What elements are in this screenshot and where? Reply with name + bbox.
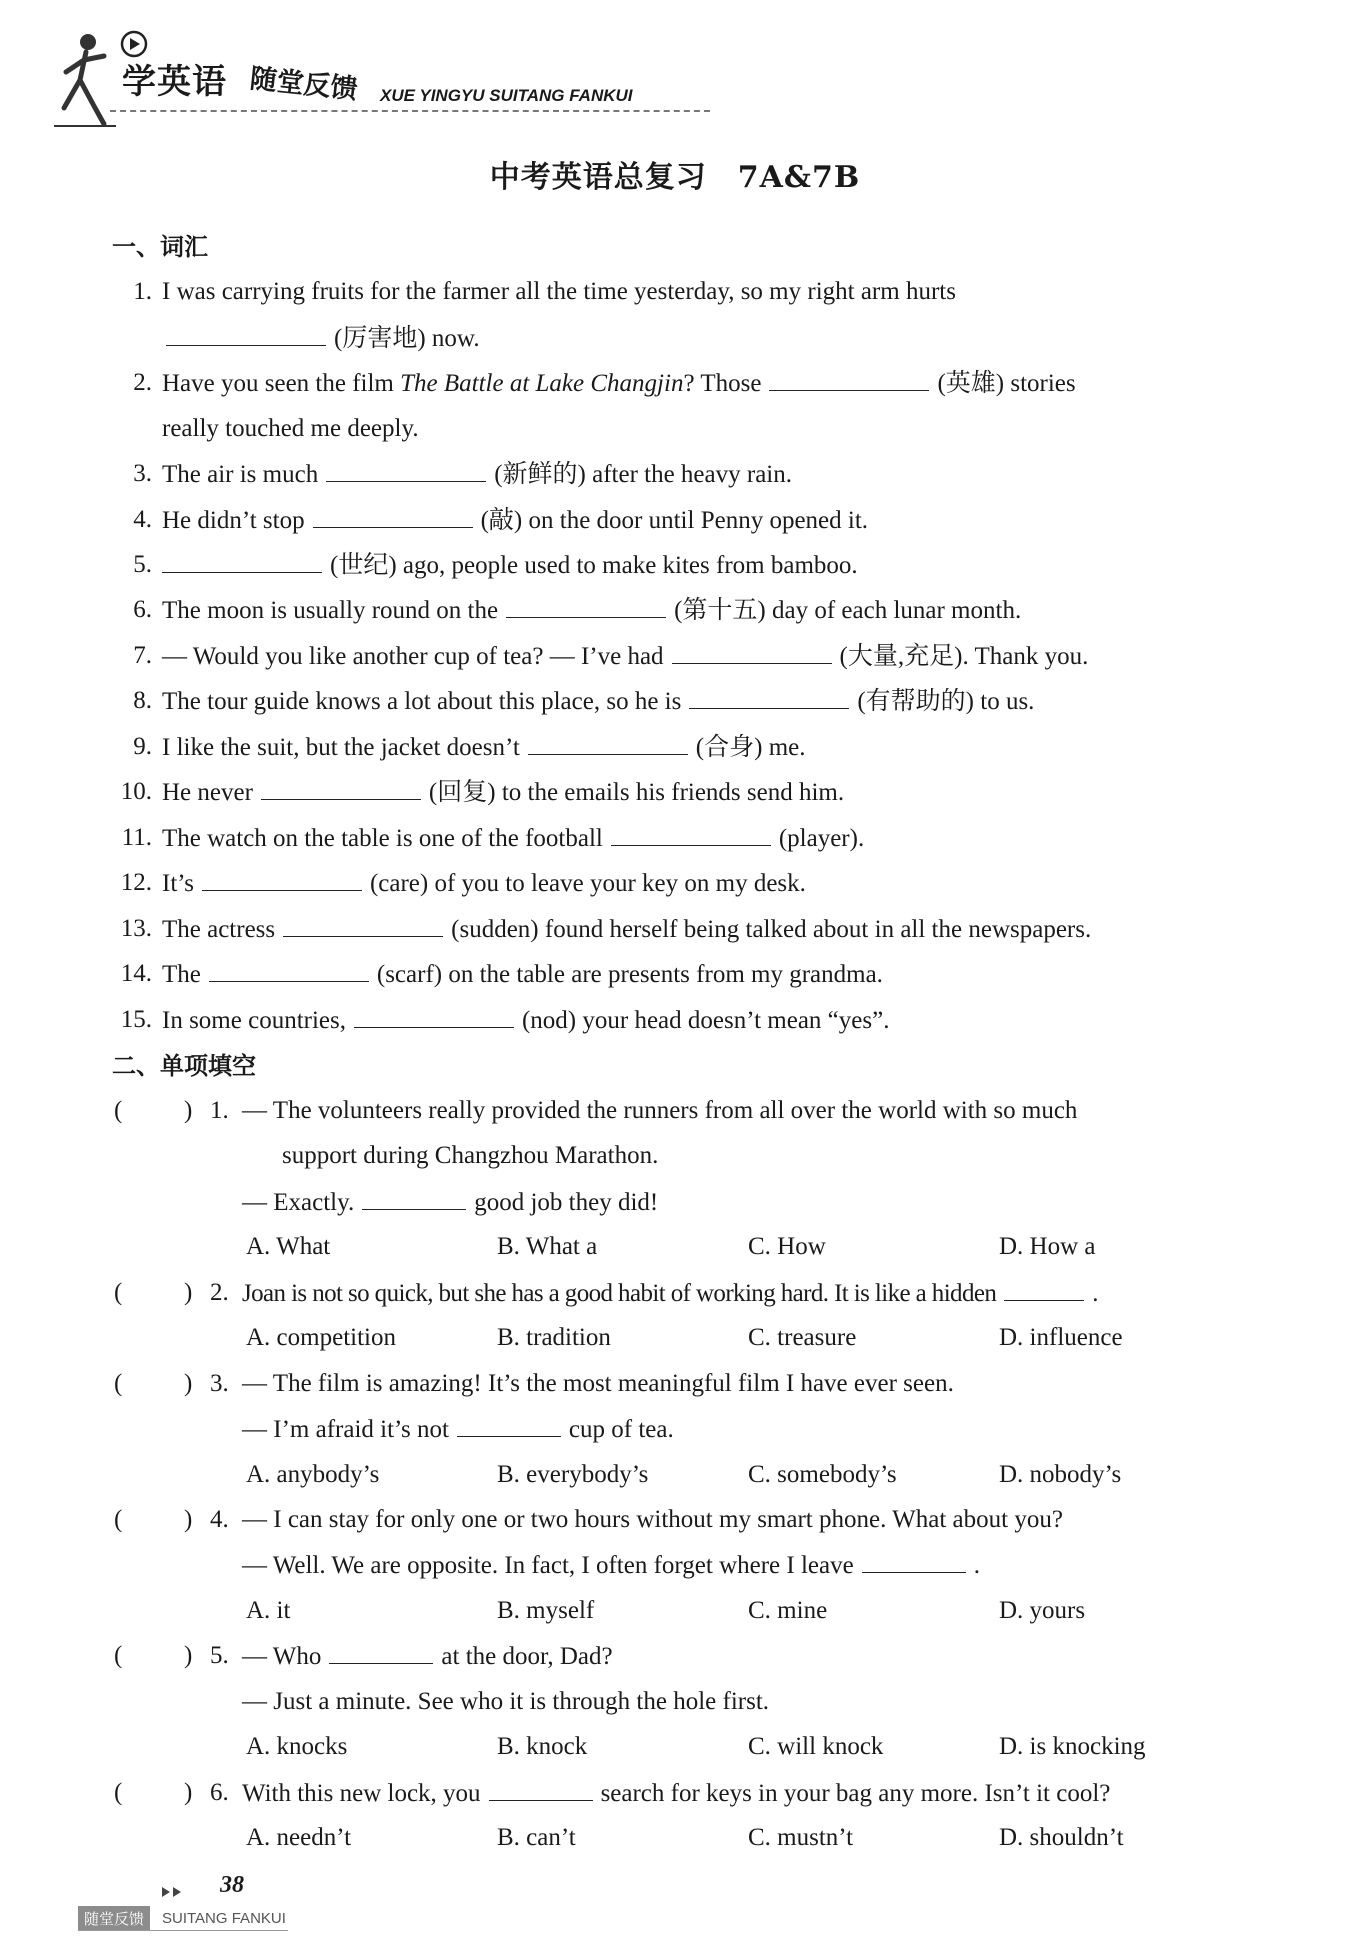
- option-b[interactable]: B. myself: [497, 1597, 595, 1624]
- answer-blank[interactable]: [362, 1187, 466, 1210]
- question-number: 8.: [133, 687, 152, 714]
- question-text: cup of tea.: [568, 1416, 674, 1443]
- footer-badge: 随堂反馈: [78, 1906, 150, 1931]
- option-b[interactable]: B. What a: [497, 1233, 598, 1260]
- option-d[interactable]: D. How a: [999, 1233, 1096, 1260]
- question-text: — Just a minute. See who it is through the hole first.: [242, 1688, 770, 1715]
- question-number: 9.: [133, 733, 152, 760]
- option-a[interactable]: A. knocks: [246, 1733, 348, 1760]
- question-text: He never: [162, 779, 253, 806]
- header-banner: [50, 18, 690, 128]
- answer-blank[interactable]: [611, 823, 771, 846]
- option-c[interactable]: C. How: [748, 1233, 826, 1260]
- question-hint: (scarf) on the table are presents from my grandma.: [376, 961, 883, 988]
- question-text: With this new lock, you: [242, 1780, 481, 1807]
- question-number: 10.: [120, 778, 152, 805]
- question-text: — I’m afraid it’s not: [242, 1416, 449, 1443]
- question-text: .: [1092, 1280, 1099, 1307]
- question-text: .: [973, 1552, 980, 1579]
- question-hint: (厉害地) now.: [334, 325, 480, 352]
- brand-pinyin: XUE YINGYU SUITANG FANKUI: [380, 86, 633, 105]
- question-number: 5.: [210, 1642, 229, 1669]
- option-b[interactable]: B. tradition: [497, 1324, 611, 1351]
- answer-blank[interactable]: [313, 505, 473, 528]
- question-hint: (sudden) found herself being talked about in all the newspapers.: [451, 916, 1092, 943]
- question-number: 2.: [210, 1279, 229, 1306]
- question-text: The moon is usually round on the: [162, 597, 499, 624]
- answer-blank[interactable]: [326, 459, 486, 482]
- answer-paren-open[interactable]: (: [114, 1642, 123, 1669]
- page-number: 38: [220, 1872, 244, 1898]
- question-text: at the door, Dad?: [441, 1643, 613, 1670]
- question-number: 5.: [133, 551, 152, 578]
- option-a[interactable]: A. competition: [246, 1324, 396, 1351]
- question-hint: (nod) your head doesn’t mean “yes”.: [521, 1007, 890, 1034]
- answer-paren-open[interactable]: (: [114, 1279, 123, 1306]
- runner-icon: [50, 28, 120, 128]
- brand-subtitle: 随堂反馈: [248, 63, 360, 106]
- answer-blank[interactable]: [457, 1414, 561, 1437]
- answer-paren-open[interactable]: (: [114, 1779, 123, 1806]
- question-hint: (第十五) day of each lunar month.: [674, 597, 1022, 624]
- answer-blank[interactable]: [689, 686, 849, 709]
- question-text: — Well. We are opposite. In fact, I often forget where I leave: [242, 1552, 854, 1579]
- question-text: ? Those: [683, 370, 762, 397]
- option-b[interactable]: B. knock: [497, 1733, 588, 1760]
- question-text: He didn’t stop: [162, 507, 305, 534]
- question-number: 6.: [210, 1779, 229, 1806]
- option-b[interactable]: B. can’t: [497, 1824, 576, 1851]
- option-d[interactable]: D. yours: [999, 1597, 1086, 1624]
- question-text: The air is much: [162, 461, 319, 488]
- double-arrow-icon: [160, 1885, 186, 1899]
- question-text: — I can stay for only one or two hours without my smart phone. What about you?: [242, 1506, 1063, 1533]
- footer-pinyin: SUITANG FANKUI: [162, 1910, 286, 1927]
- question-number: 15.: [120, 1006, 152, 1033]
- answer-paren-close: ): [184, 1506, 193, 1533]
- option-c[interactable]: C. treasure: [748, 1324, 857, 1351]
- question-hint: (care) of you to leave your key on my desk.: [369, 870, 806, 897]
- answer-blank[interactable]: [162, 550, 322, 573]
- answer-paren-close: ): [184, 1279, 193, 1306]
- option-a[interactable]: A. it: [246, 1597, 291, 1624]
- question-number: 1.: [210, 1097, 229, 1124]
- answer-blank[interactable]: [1004, 1278, 1084, 1301]
- answer-paren-close: ): [184, 1779, 193, 1806]
- answer-blank[interactable]: [769, 368, 929, 391]
- question-text: support during Changzhou Marathon.: [282, 1142, 659, 1169]
- question-number: 4.: [133, 506, 152, 533]
- question-text: Joan is not so quick, but she has a good habit of working hard. It is like a hidden: [242, 1280, 997, 1307]
- answer-blank[interactable]: [672, 641, 832, 664]
- question-number: 2.: [133, 369, 152, 396]
- option-d[interactable]: D. influence: [999, 1324, 1123, 1351]
- option-d[interactable]: D. nobody’s: [999, 1461, 1122, 1488]
- question-text: It’s: [162, 870, 194, 897]
- answer-blank[interactable]: [261, 777, 421, 800]
- question-text: really touched me deeply.: [162, 415, 419, 442]
- answer-blank[interactable]: [506, 595, 666, 618]
- question-text: I was carrying fruits for the farmer all the time yesterday, so my right arm hurts: [162, 278, 956, 305]
- question-number: 3.: [210, 1370, 229, 1397]
- section-heading-vocab: 一、词汇: [112, 233, 208, 261]
- question-number: 4.: [210, 1506, 229, 1533]
- question-text: In some countries,: [162, 1007, 346, 1034]
- option-c[interactable]: C. somebody’s: [748, 1461, 897, 1488]
- answer-blank[interactable]: [202, 868, 362, 891]
- option-c[interactable]: C. mustn’t: [748, 1824, 854, 1851]
- question-hint: (英雄) stories: [937, 370, 1076, 397]
- question-hint: (player).: [778, 825, 865, 852]
- brand-title: 学英语: [122, 62, 227, 102]
- question-hint: (有帮助的) to us.: [857, 688, 1035, 715]
- answer-blank[interactable]: [354, 1005, 514, 1028]
- question-number: 11.: [121, 824, 152, 851]
- option-d[interactable]: D. is knocking: [999, 1733, 1146, 1760]
- section-heading-mc: 二、单项填空: [112, 1052, 256, 1080]
- answer-blank[interactable]: [209, 959, 369, 982]
- question-hint: (合身) me.: [695, 734, 806, 761]
- question-text: The tour guide knows a lot about this place, so he is: [162, 688, 682, 715]
- question-text: The: [162, 961, 201, 988]
- film-title: The Battle at Lake Changjin: [400, 370, 684, 397]
- option-a[interactable]: A. What: [246, 1233, 331, 1260]
- option-a[interactable]: A. anybody’s: [246, 1461, 380, 1488]
- question-number: 7.: [133, 642, 152, 669]
- question-number: 1.: [133, 278, 152, 305]
- answer-paren-open[interactable]: (: [114, 1097, 123, 1124]
- question-hint: (敲) on the door until Penny opened it.: [480, 507, 869, 534]
- question-text: — Would you like another cup of tea? — I’ve had: [162, 643, 664, 670]
- question-text: The watch on the table is one of the football: [162, 825, 603, 852]
- question-hint: (新鲜的) after the heavy rain.: [494, 461, 792, 488]
- answer-blank[interactable]: [528, 732, 688, 755]
- question-number: 12.: [120, 869, 152, 896]
- question-text: I like the suit, but the jacket doesn’t: [162, 734, 520, 761]
- question-text: search for keys in your bag any more. Isn’t it cool?: [600, 1780, 1111, 1807]
- question-hint: (大量,充足). Thank you.: [839, 643, 1089, 670]
- option-a[interactable]: A. needn’t: [246, 1824, 352, 1851]
- answer-paren-close: ): [184, 1370, 193, 1397]
- page-title: 中考英语总复习 7A&7B: [489, 160, 861, 195]
- answer-paren-open[interactable]: (: [114, 1370, 123, 1397]
- question-text: — Who: [242, 1643, 322, 1670]
- answer-blank[interactable]: [283, 914, 443, 937]
- question-text: — The film is amazing! It’s the most meaningful film I have ever seen.: [242, 1370, 954, 1397]
- question-text: Have you seen the film: [162, 370, 394, 397]
- answer-blank[interactable]: [166, 323, 326, 346]
- question-text: — The volunteers really provided the runners from all over the world with so much: [242, 1097, 1078, 1124]
- question-number: 6.: [133, 596, 152, 623]
- answer-paren-close: ): [184, 1097, 193, 1124]
- option-c[interactable]: C. will knock: [748, 1733, 884, 1760]
- answer-blank[interactable]: [489, 1778, 593, 1801]
- footer-divider: [78, 1930, 288, 1931]
- question-text: good job they did!: [474, 1189, 659, 1216]
- option-b[interactable]: B. everybody’s: [497, 1461, 649, 1488]
- question-hint: (回复) to the emails his friends send him.: [428, 779, 845, 806]
- answer-paren-close: ): [184, 1642, 193, 1669]
- question-number: 13.: [120, 915, 152, 942]
- question-text: The actress: [162, 916, 276, 943]
- option-d[interactable]: D. shouldn’t: [999, 1824, 1124, 1851]
- option-c[interactable]: C. mine: [748, 1597, 828, 1624]
- question-number: 14.: [120, 960, 152, 987]
- question-hint: (世纪) ago, people used to make kites from bamboo.: [330, 552, 858, 579]
- header-divider: [110, 110, 710, 112]
- question-number: 3.: [133, 460, 152, 487]
- answer-blank[interactable]: [329, 1641, 433, 1664]
- answer-paren-open[interactable]: (: [114, 1506, 123, 1533]
- answer-blank[interactable]: [862, 1550, 966, 1573]
- question-text: — Exactly.: [242, 1189, 355, 1216]
